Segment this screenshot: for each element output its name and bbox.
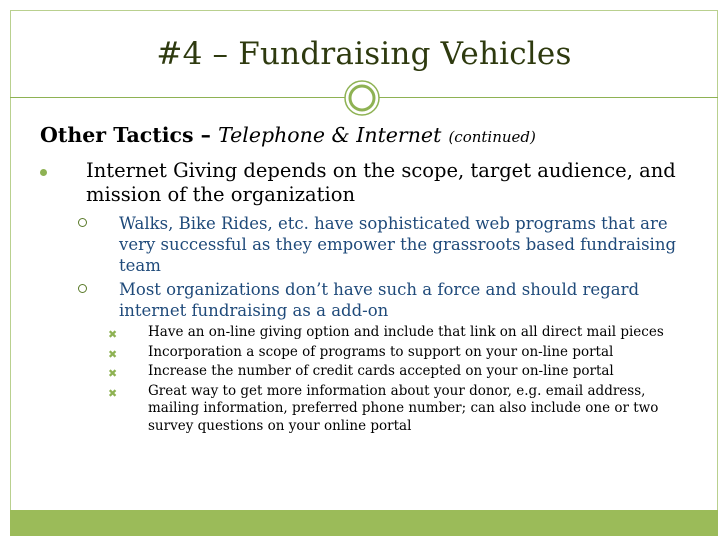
subhead-continued: (continued) [448,128,536,146]
slide-content [40,122,680,437]
hollow-circle-icon [78,218,87,227]
x-mark-icon: ✖ [108,386,118,400]
footer-bar [10,510,718,536]
bullet-text: Increase the number of credit cards accepted on your on-line portal [148,363,614,379]
bullet-level2 [40,213,680,276]
bullet-text: Walks, Bike Rides, etc. have sophisticated web programs that are very successful as they empower the grassroots based fundraising team [119,214,677,275]
bullet-level2 [40,279,680,321]
bullet-level3 [40,344,680,362]
bullet-text: Incorporation a scope of programs to support on your on-line portal [148,343,614,360]
bullet-text: Great way to get more information about your donor, e.g. email address, mailing information, preferred phone number; can also include one or two survey questions on your online portal [148,382,659,434]
x-mark-icon: ✖ [108,328,118,341]
bullet-level3 [40,324,680,342]
subhead-bold: Other Tactics – [40,123,219,147]
filled-circle-icon [40,169,47,176]
subhead-italic: Telephone & Internet [218,123,442,147]
slide-title: #4 – Fundraising Vehicles [156,36,572,72]
bullet-text: Have an on-line giving option and include that link on all direct mail pieces [148,324,664,340]
x-mark-icon: ✖ [108,347,118,361]
bullet-level1 [40,159,680,207]
concentric-circles-icon [343,79,381,117]
hollow-circle-icon [78,284,87,293]
bullet-text: Most organizations don’t have such a force and should regard internet fundraising as a add-on [119,280,640,320]
bullet-level3 [40,383,680,436]
bullet-text: Internet Giving depends on the scope, target audience, and mission of the organization [86,159,676,206]
section-subheading [40,122,680,150]
bullet-level3 [40,363,680,381]
x-mark-icon: ✖ [108,367,118,380]
